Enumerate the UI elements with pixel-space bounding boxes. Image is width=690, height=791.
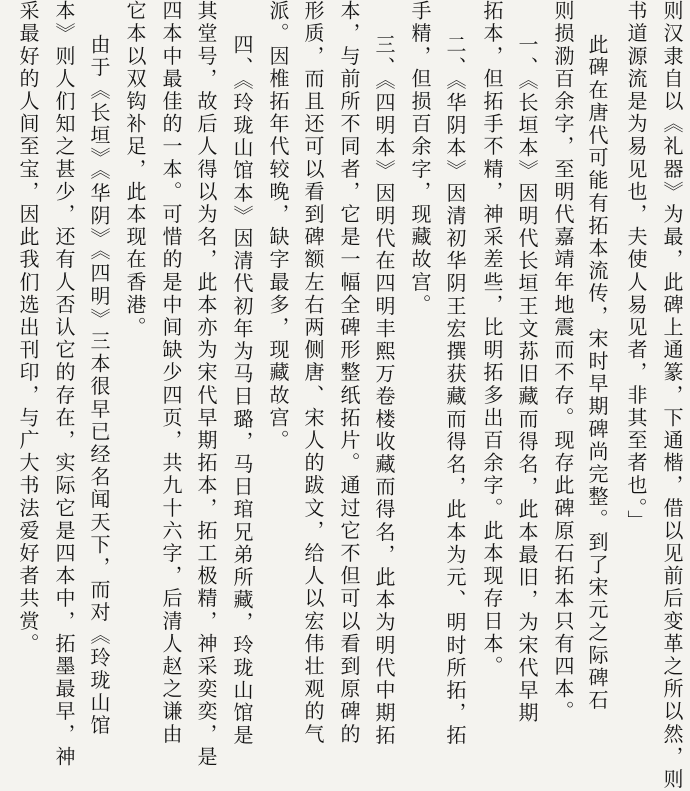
text-column: 它本以双钩补足，此本现在香港。: [123, 0, 147, 339]
text-column: 二、《华阴本》因清初华阴王宏撰获藏而得名，此本为元、明时所拓，拓: [443, 34, 467, 748]
text-column: 则汉隶自以《礼器》为最，此碑上通篆，下通楷，借以见前后变革之所以然，则: [660, 0, 684, 791]
text-column: 由于《长垣》《华阴》《四明》三本很早已经名闻天下，而对《玲珑山馆: [87, 34, 111, 738]
text-column: 本，与前所不同者，它是一幅全碑形整纸拓片。通过它不但可以看到原碑的: [337, 0, 361, 746]
text-column: 采最好的人间至宝，因此我们选出刊印，与广大书法爱好者共赏。: [16, 0, 40, 656]
text-column: 形质，而且还可以看到碑额左右两侧唐、宋人的跋文，给人以宏伟壮观的气: [301, 0, 325, 746]
text-column: 此碑在唐代可能有拓本流传，宋时早期碑尚完整。到了宋元之际碑石: [585, 34, 609, 712]
text-column: 拓本，但拓手不精，神采差些，比明拓多出百余字。此本现存日本。: [480, 0, 504, 678]
text-column: 三、《四明本》因明代在四明丰熙万卷楼收藏而得名，此本为明代中期拓: [372, 34, 396, 748]
text-column: 书道源流是为易见也，夫使人易见者，非其至者也。」: [624, 0, 648, 533]
text-column: 派。因椎拓年代较晚，缺字最多，现藏故宫。: [266, 0, 290, 452]
text-column: 四本中最佳的一本。可惜的是中间缺少四页，共九十六字，后清人赵之谦由: [159, 0, 183, 746]
text-column: 则损泐百余字，至明代嘉靖年地震而不存。现存此碑原石拓本只有四本。: [551, 0, 575, 724]
text-column: 四、《玲珑山馆本》因清代初年为马日璐，马日琯兄弟所藏，玲珑山馆是: [230, 34, 254, 748]
text-column: 手精，但损百余字，现藏故宫。: [408, 0, 432, 317]
text-column: 其堂号，故后人得以为名，此本亦为宋代早期拓本，拓工极精，神采奕奕，是: [194, 0, 218, 769]
text-column: 一、《长垣本》因明代长垣王文荪旧藏而得名，此本最旧，为宋代早期: [515, 34, 539, 725]
text-column: 本》则人们知之甚少，还有人否认它的存在，实际它是四本中，拓墨最早，神: [52, 0, 76, 769]
